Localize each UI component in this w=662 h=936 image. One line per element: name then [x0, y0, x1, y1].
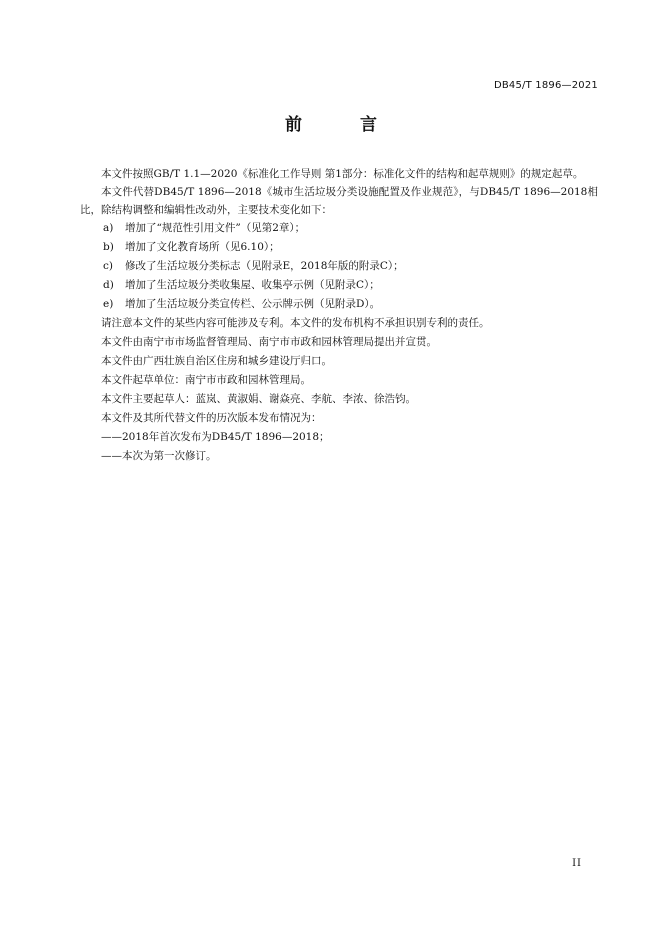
paragraph-version-history: 本文件及其所代替文件的历次版本发布情况为：: [101, 412, 322, 424]
history-item: ——2018年首次发布为DB45/T 1896—2018；: [101, 431, 330, 443]
list-item-text: 增加了文化教育场所（见6.10）；: [125, 241, 280, 253]
paragraph-drafters: 本文件主要起草人：蓝岚、黄淑娟、谢焱亮、李航、李浓、徐浩钧。: [101, 393, 416, 405]
list-item-text: 修改了生活垃圾分类标志（见附录E，2018年版的附录C）；: [125, 260, 404, 272]
list-item: [80, 238, 598, 257]
list-marker: a): [103, 222, 114, 234]
list-item-text: 增加了生活垃圾分类收集屋、收集亭示例（见附录C）；: [125, 279, 380, 291]
list-item: [80, 257, 598, 276]
list-item-text: 增加了“规范性引用文件”（见第2章）；: [125, 222, 306, 234]
paragraph-replacement: 本文件代替DB45/T 1896—2018《城市生活垃圾分类设施配置及作业规范》，与DB45/T 1896—2018相比，除结构调整和编辑性改动外，主要技术变化如下：: [80, 186, 598, 216]
paragraph-centralized-unit: 本文件由广西壮族自治区住房和城乡建设厅归口。: [101, 355, 332, 367]
paragraph-proposer: 本文件由南宁市市场监督管理局、南宁市市政和园林管理局提出并宣贯。: [101, 336, 437, 348]
changes-list: [80, 219, 598, 314]
document-code: DB45/T 1896—2021: [493, 80, 598, 91]
paragraph-drafting-unit: 本文件起草单位：南宁市市政和园林管理局。: [101, 374, 311, 386]
paragraph-patent-notice: 请注意本文件的某些内容可能涉及专利。本文件的发布机构不承担识别专利的责任。: [101, 317, 490, 329]
foreword-body: [80, 165, 598, 466]
list-item: [80, 219, 598, 238]
history-list: [80, 428, 598, 466]
list-marker: e): [103, 298, 114, 310]
list-item-text: 增加了生活垃圾分类宣传栏、公示牌示例（见附录D）。: [125, 298, 381, 310]
list-marker: b): [103, 241, 114, 253]
list-item: [80, 276, 598, 295]
list-marker: d): [103, 279, 114, 291]
history-item: ——本次为第一次修订。: [101, 450, 217, 462]
list-item: [80, 295, 598, 314]
page-title: 前 言: [285, 115, 403, 135]
list-marker: c): [103, 260, 113, 272]
paragraph-drafting-basis: 本文件按照GB/T 1.1—2020《标准化工作导则 第1部分：标准化文件的结构和起草规则》的规定起草。: [101, 168, 584, 180]
page-number: II: [572, 858, 582, 869]
